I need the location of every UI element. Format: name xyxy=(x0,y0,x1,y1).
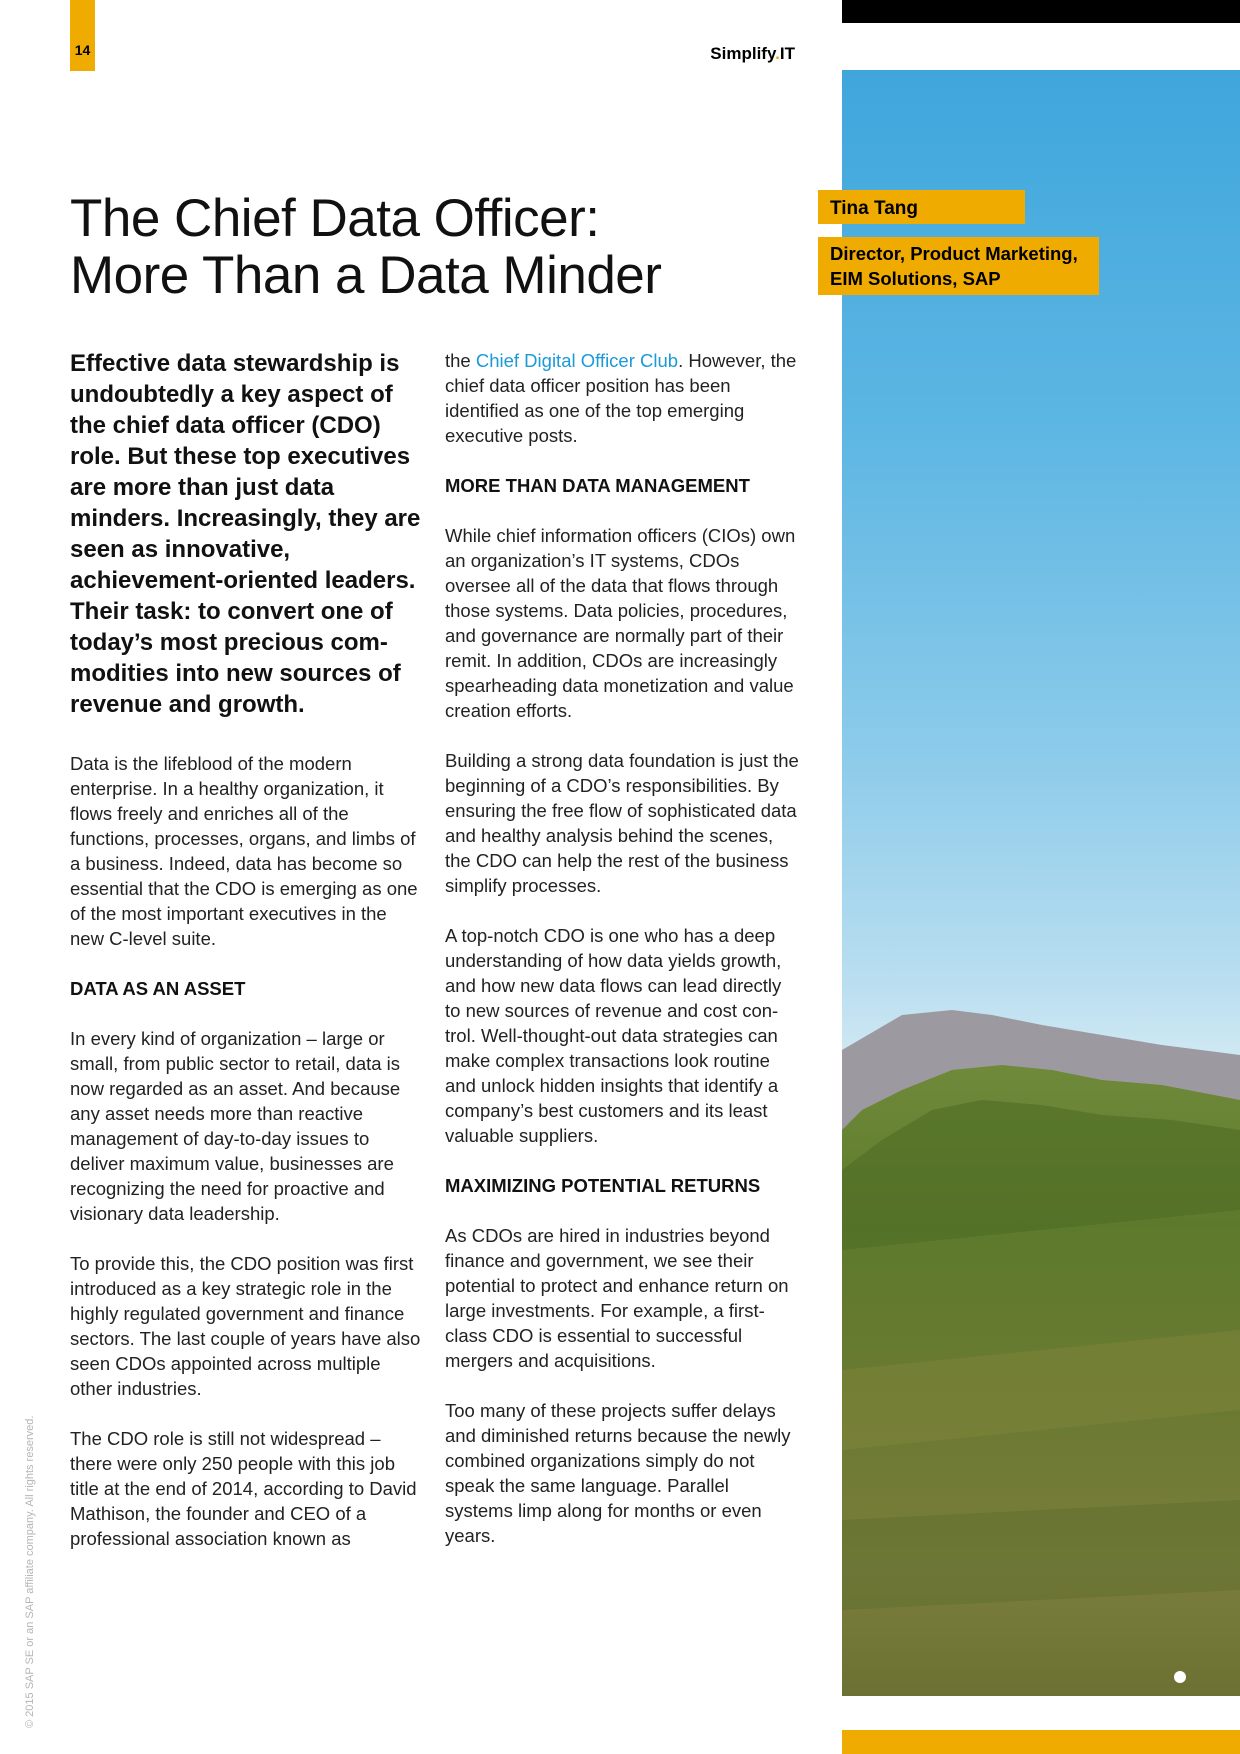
cdo-club-link[interactable]: Chief Digital Officer Club xyxy=(475,350,679,371)
body-paragraph: The CDO role is still not widespread – there were only 250 people with this job title at the end of 2014, according to David Mathison, the founder and CEO of a professional association known as xyxy=(70,1428,417,1549)
section-heading-asset: DATA AS AN ASSET xyxy=(70,978,246,999)
author-role: Director, Product Marketing, EIM Solutions, SAP xyxy=(818,237,1099,295)
continued-paragraph: the Chief Digital Officer Club. However, the chief data officer position has been identified as one of the top emerging executive posts. xyxy=(445,350,797,446)
body-paragraph: To provide this, the CDO position was first introduced as a key strategic role in the highly regulated government and finance sectors. The last couple of years have also seen CDOs appointed across multiple other industries. xyxy=(70,1253,421,1399)
body-paragraph: While chief information officers (CIOs) own an organization’s IT systems, CDOs oversee all of the data that flows through those systems. Data policies, procedures, and governance are normally part of their remit. In addition, CDOs are increasingly spearheading data monetization and value creation efforts. xyxy=(445,525,796,721)
body-paragraph: Too many of these projects suffer delays and diminished returns because the newly combined organizations simply do not speak the same language. Parallel systems limp along for months or even years. xyxy=(445,1400,791,1546)
body-paragraph: A top-notch CDO is one who has a deep understanding of how data yields growth, and how new data flows can lead directly to new sources of revenue and cost con-trol. Well-thought-out data strategies can make complex transactions look routine and unlock hidden insights that identify a company’s best customers and its least valuable suppliers. xyxy=(445,925,782,1146)
hillside-photo xyxy=(842,70,1240,1696)
grass-hill-illustration xyxy=(842,70,1240,1696)
top-black-bar xyxy=(842,0,1240,23)
author-name: Tina Tang xyxy=(818,190,1025,224)
body-paragraph: In every kind of organization – large or small, from public sector to retail, data is now regarded as an asset. And because any asset needs more than reactive management of day-to-day issues to deliver maximum value, businesses are recognizing the need for proactive and visionary data leadership. xyxy=(70,1028,401,1224)
lead-paragraph: Effective data stewardship is undoubtedly a key aspect of the chief data officer (CDO) role. But these top executives are more than just data minders. Increasingly, they are seen as innovative, achievement-oriented leaders. Their task: to convert one of today’s most precious com-modities into new sources of revenue and growth. xyxy=(70,350,421,718)
left-column xyxy=(70,348,422,1576)
intro-paragraph: Data is the lifeblood of the modern enterprise. In a healthy organization, it flows freely and enriches all of the functions, processes, organs, and limbs of a business. Indeed, data has become so essential that the CDO is emerging as one of the most important executives in the new C-level suite. xyxy=(70,753,418,949)
body-paragraph: Building a strong data foundation is just the beginning of a CDO’s responsibilities. By ensuring the free flow of sophisticated data and healthy analysis behind the scenes, the CDO can help the rest of the business simplify processes. xyxy=(445,750,799,896)
section-heading-returns: MAXIMIZING POTENTIAL RETURNS xyxy=(445,1175,761,1196)
brand-logo: Simplify.IT xyxy=(710,44,795,63)
right-column xyxy=(445,348,800,1573)
copyright-notice: © 2015 SAP SE or an SAP affiliate company. All rights reserved. xyxy=(24,1415,36,1728)
article-title: The Chief Data Officer: More Than a Data Minder xyxy=(70,189,662,305)
bottom-accent-bar xyxy=(842,1730,1240,1754)
page-number-tab xyxy=(70,0,95,71)
page-number: 14 xyxy=(74,42,91,58)
body-paragraph: As CDOs are hired in industries beyond finance and government, we see their potential to protect and enhance return on large investments. For example, a first-class CDO is essential to successful mergers and acquisitions. xyxy=(445,1225,789,1371)
section-heading-management: MORE THAN DATA MANAGEMENT xyxy=(445,475,750,496)
